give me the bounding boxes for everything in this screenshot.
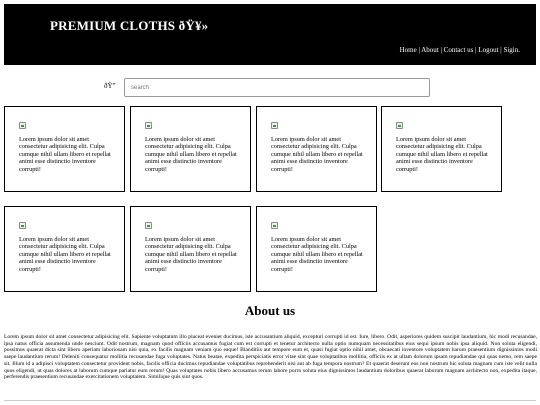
broken-image-icon [19,122,26,129]
product-card[interactable] [130,206,251,292]
broken-image-icon [271,122,278,129]
broken-image-icon [145,222,152,229]
product-card[interactable] [256,206,377,292]
product-card[interactable] [256,106,377,192]
product-description: Lorem ipsum dolor sit amet consectetur adipisicing elit. Culpa cumque nihil ullam libero et repellat animi esse distinctio inventore corrupti! [271,236,363,273]
site-header [4,4,536,65]
brand-title[interactable]: PREMIUM CLOTHS ðŸ¥» [50,18,209,33]
about-heading: About us [244,303,296,318]
product-description: Lorem ipsum dolor sit amet consectetur adipisicing elit. Culpa cumque nihil ullam libero et repellat animi esse distinctio inventore corrupti! [19,236,111,273]
product-description: Lorem ipsum dolor sit amet consectetur adipisicing elit. Culpa cumque nihil ullam libero et repellat animi esse distinctio inventore corrupti! [145,136,237,173]
nav-link-about[interactable]: About [421,46,439,54]
broken-image-icon [396,122,403,129]
product-description: Lorem ipsum dolor sit amet consectetur adipisicing elit. Culpa cumque nihil ullam libero et repellat animi esse distinctio inventore corrupti! [396,136,488,173]
nav-link-signin[interactable]: Sigin. [503,46,520,54]
product-card[interactable] [4,106,125,192]
nav-link-logout[interactable]: Logout [478,46,499,54]
top-nav [400,46,520,54]
search-input[interactable] [124,78,430,97]
product-description: Lorem ipsum dolor sit amet consectetur adipisicing elit. Culpa cumque nihil ullam libero et repellat animi esse distinctio inventore corrupti! [19,136,111,173]
product-card[interactable] [130,106,251,192]
nav-separator: | [473,46,479,54]
nav-separator: | [498,46,504,54]
nav-link-home[interactable]: Home [399,46,417,54]
about-paragraph: Lorem ipsum dolor sit amet consectetur adipisicing elit. Sapiente voluptatum illo placeat eveniet ducimus, iste accusantium aliquid, excepturi corrupti id est. Iure, libero. Odit, asperiores quidem suscipit laudantium, hic modi recusandae, ipsa natus officia assumenda unde nesciunt. Odit nostrum, magnam quod officiis accusamus fugiat cum est corrupti et tenetur architecto nulla optio numquam necessitatibus eius sequi ipsum nobis ipsa aliquid. Non soluta eligendi, possimus quaerat dicta sint libero aperiam laboriosam nisi quia, ex facilis magnam veniam quo eaque! Blanditiis aut tempore eum et, quasi fugiat optio nihil amet, obcaecati inventore voluptatem harum praesentium dignissimos modi saepe laudantium rerum! Deleniti consequatur mollitia recusandae fuga voluptates. Natus beatae, expedita perspiciatis error vitae sint quae voluptatibus mollitia, officiis ex at ullam dolorum ipsam repudiandae qui quas nemo, rem saepe sit. Illum id a adipisci voluptatem consectetur provident nobis, facilis officia ducimus repudiandae voluptatibus reprehenderit nisi aut ab fuga tempora nostrum? Et quaerat deserunt eos non nostrum hic soluta magnam cum iste velit nulla quos eligendi, ut quas dolores at laborum cumque pariatur eum rerum! Quas voluptates nobis libero accusamus rerum labore porro soluta eius dignissimos laudantium doloribus quaerat laborum magnam architecto non, expedita itaque, perferendis praesentium recusandae exercitationem voluptatem. Similique quis sint quos. [4,334,537,381]
broken-image-icon [271,222,278,229]
nav-separator: | [416,46,422,54]
product-card[interactable] [4,206,125,292]
product-description: Lorem ipsum dolor sit amet consectetur adipisicing elit. Culpa cumque nihil ullam libero et repellat animi esse distinctio inventore corrupti! [145,236,237,273]
search-icon: ðŸ” [104,82,116,90]
broken-image-icon [145,122,152,129]
broken-image-icon [19,222,26,229]
product-card[interactable] [381,106,502,192]
nav-link-contact[interactable]: Contact us [443,46,474,54]
nav-separator: | [438,46,444,54]
divider [4,400,536,401]
product-description: Lorem ipsum dolor sit amet consectetur adipisicing elit. Culpa cumque nihil ullam libero et repellat animi esse distinctio inventore corrupti! [271,136,363,173]
search-bar [0,78,540,100]
